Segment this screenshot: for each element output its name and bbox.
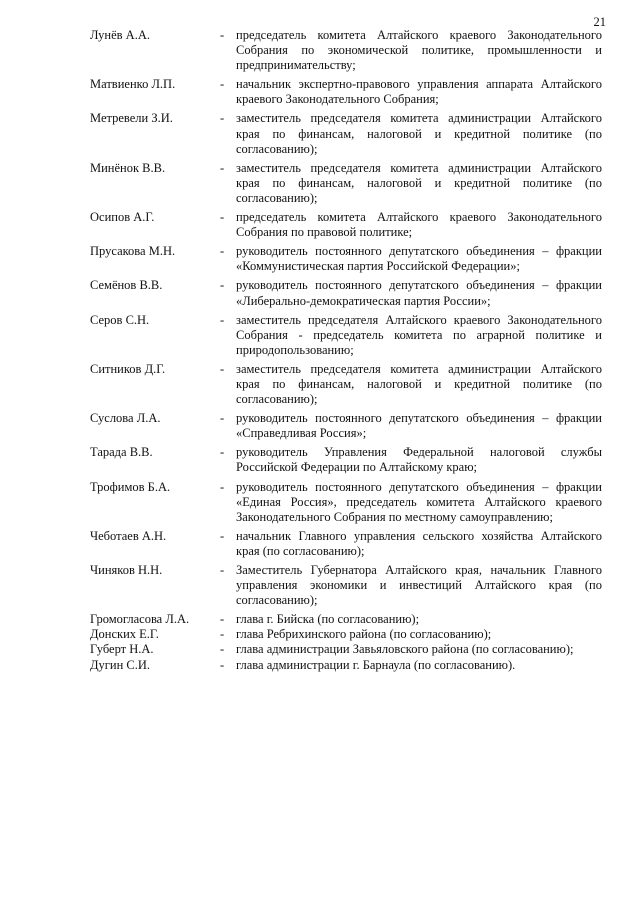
member-role: глава администрации Завьяловского района (по согласованию); [236, 642, 574, 657]
member-name: Осипов А.Г. [90, 210, 155, 225]
member-role: руководитель постоянного депутатского объединения – фракции «Справедливая Россия»; [236, 411, 602, 441]
member-role: заместитель председателя комитета администрации Алтайского края по финансам, налоговой и кредитной политике (по согласованию); [236, 361, 602, 407]
list-item [90, 28, 602, 73]
member-name: Громогласова Л.А. [90, 612, 190, 627]
member-role: начальник Главного управления сельского хозяйства Алтайского края (по согласованию); [236, 528, 602, 558]
member-name: Чиняков Н.Н. [90, 563, 163, 577]
list-item [90, 244, 602, 274]
dash-separator: - [220, 411, 225, 426]
member-name: Суслова Л.А. [90, 411, 161, 426]
member-name: Донских Е.Г. [90, 627, 159, 642]
member-role: руководитель постоянного депутатского объединения – фракции «Коммунистическая партия Российской Федерации»; [236, 244, 602, 274]
member-name: Лунёв А.А. [90, 28, 150, 42]
member-name: Тарада В.В. [90, 445, 153, 460]
dash-separator: - [220, 278, 225, 293]
list-item [90, 642, 602, 657]
list-item [90, 658, 602, 673]
dash-separator: - [220, 642, 225, 657]
list-item [90, 411, 602, 441]
member-role: руководитель постоянного депутатского объединения – фракции «Единая Россия», председатель комитета Алтайского краевого Законодательного Собрания по местному самоуправлению; [236, 479, 602, 524]
member-name: Губерт Н.А. [90, 642, 154, 657]
member-name: Метревели З.И. [90, 111, 173, 126]
member-name: Семёнов В.В. [90, 278, 163, 293]
list-item [90, 480, 602, 525]
member-role: председатель комитета Алтайского краевого Законодательного Собрания по экономической политике, промышленности и предпринимательству; [236, 28, 602, 73]
member-name: Матвиенко Л.П. [90, 77, 176, 92]
dash-separator: - [220, 563, 225, 577]
member-role: руководитель Управления Федеральной налоговой службы Российской Федерации по Алтайскому краю; [236, 445, 602, 475]
member-role: председатель комитета Алтайского краевого Законодательного Собрания по правовой политике; [236, 210, 602, 240]
member-name: Трофимов Б.А. [90, 479, 171, 494]
dash-separator: - [220, 361, 225, 376]
dash-separator: - [220, 210, 225, 225]
dash-separator: - [220, 111, 225, 126]
member-role: глава г. Бийска (по согласованию); [236, 612, 420, 627]
list-item [90, 627, 602, 642]
member-role: руководитель постоянного депутатского объединения – фракции «Либерально-демократическая партия России»; [236, 278, 602, 308]
member-role: глава администрации г. Барнаула (по согласованию). [236, 657, 516, 672]
member-role: глава Ребрихинского района (по согласованию); [236, 627, 492, 642]
member-role: заместитель председателя комитета администрации Алтайского края по финансам, налоговой и кредитной политике (по согласованию); [236, 111, 602, 156]
list-item [90, 210, 602, 240]
member-name: Минёнок В.В. [90, 160, 166, 175]
dash-separator: - [220, 244, 225, 259]
dash-separator: - [220, 657, 225, 672]
dash-separator: - [220, 445, 225, 460]
list-item [90, 529, 602, 559]
member-name: Прусакова М.Н. [90, 244, 176, 259]
member-name: Чеботаев А.Н. [90, 528, 167, 543]
member-list [90, 28, 602, 673]
member-name: Дугин С.И. [90, 657, 151, 672]
member-role: начальник экспертно-правового управления аппарата Алтайского краевого Законодательного Собрания; [236, 77, 602, 107]
list-item [90, 278, 602, 308]
member-name: Серов С.Н. [90, 312, 150, 327]
dash-separator: - [220, 627, 225, 642]
dash-separator: - [220, 612, 225, 627]
dash-separator: - [220, 479, 225, 494]
list-item [90, 77, 602, 107]
member-role: Заместитель Губернатора Алтайского края, начальник Главного управления экономики и инвестиций Алтайского края (по согласованию); [236, 563, 602, 608]
list-item [90, 362, 602, 407]
list-item [90, 111, 602, 156]
list-item [90, 161, 602, 206]
member-role: заместитель председателя Алтайского краевого Законодательного Собрания - председатель комитета по аграрной политике и природопользованию; [236, 312, 602, 357]
list-item [90, 313, 602, 358]
list-item [90, 612, 602, 627]
list-item [90, 445, 602, 475]
member-name: Ситников Д.Г. [90, 361, 166, 376]
dash-separator: - [220, 28, 225, 42]
dash-separator: - [220, 312, 225, 327]
page-number: 21 [593, 15, 606, 29]
dash-separator: - [220, 528, 225, 543]
list-item [90, 563, 602, 608]
dash-separator: - [220, 77, 225, 92]
dash-separator: - [220, 160, 225, 175]
member-role: заместитель председателя комитета администрации Алтайского края по финансам, налоговой и кредитной политике (по согласованию); [236, 160, 602, 205]
